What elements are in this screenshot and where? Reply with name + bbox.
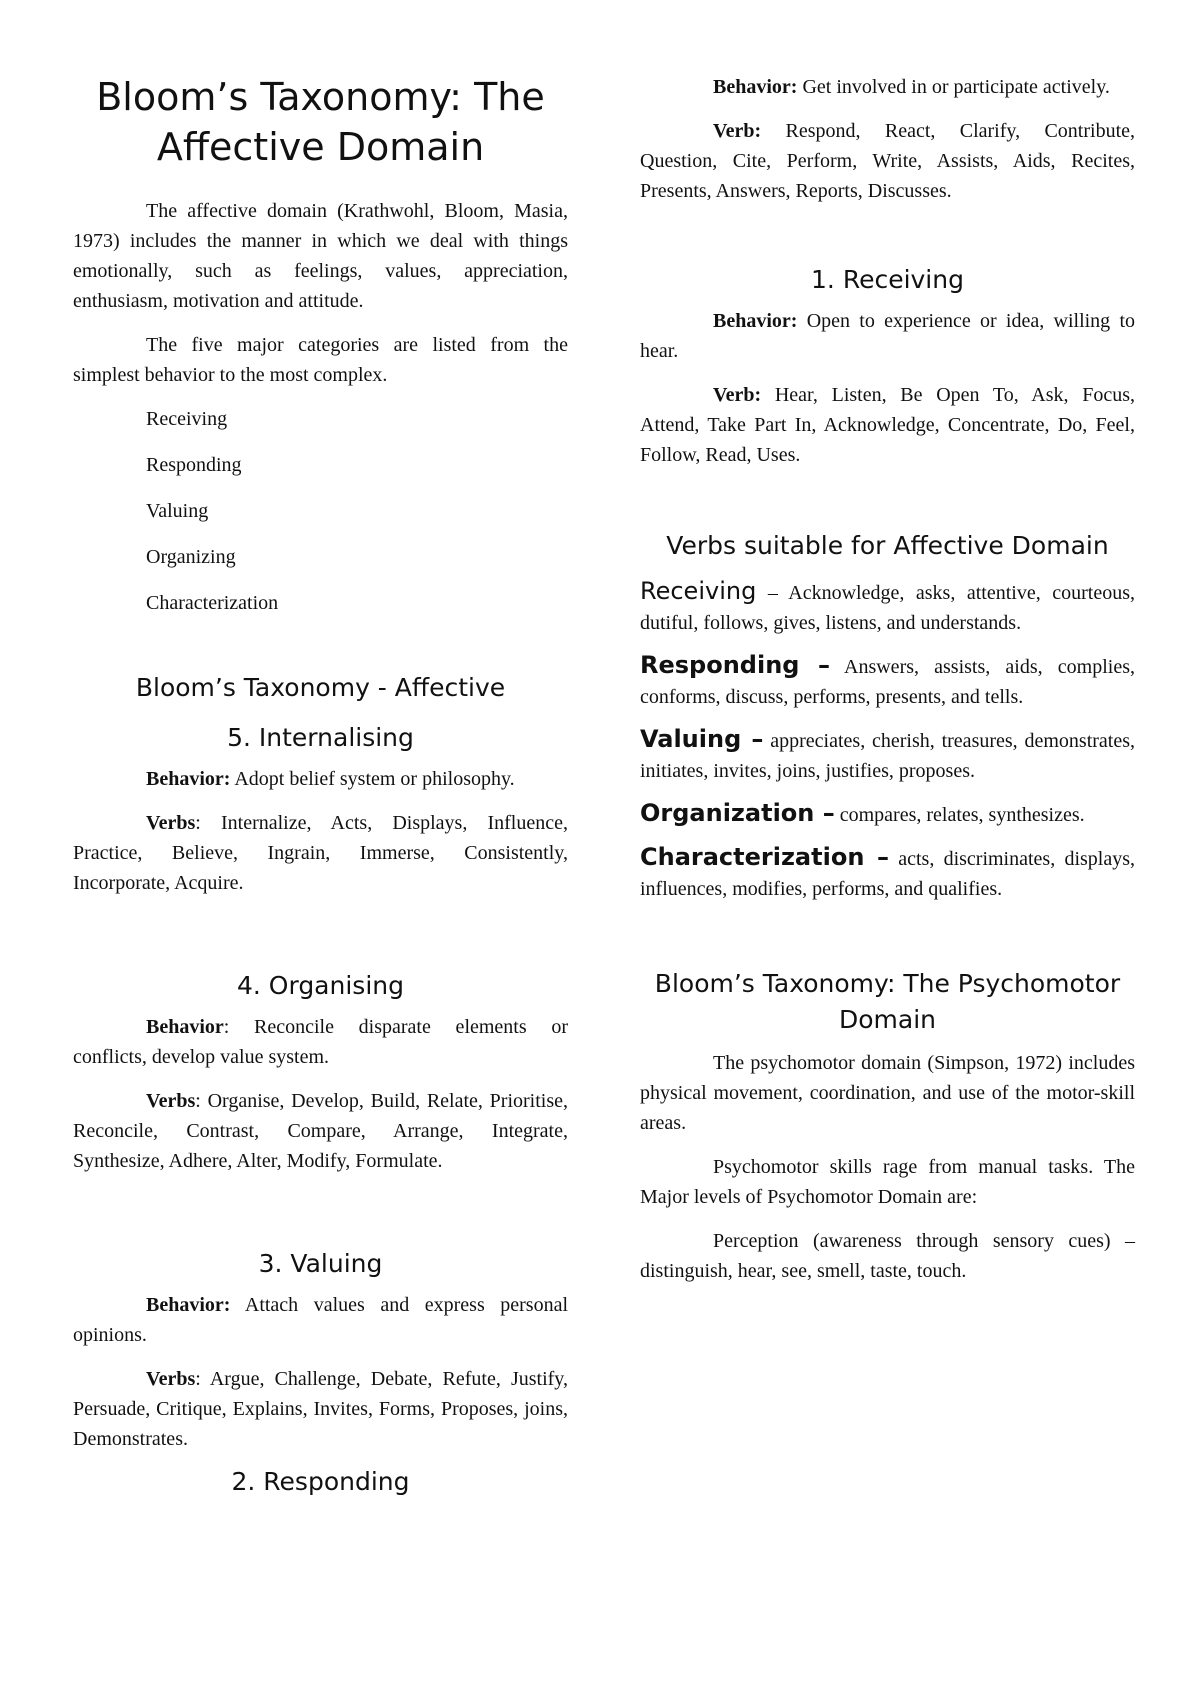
document-title: Bloom’s Taxonomy: The Affective Domain xyxy=(96,75,545,169)
section-heading-psychomotor: Bloom’s Taxonomy: The Psychomotor Domain xyxy=(654,969,1121,1034)
verbs-paragraph xyxy=(73,808,568,898)
section-heading-internalising: 5. Internalising xyxy=(227,723,414,752)
category-item: Valuing xyxy=(146,500,209,522)
verb-list-text: compares, relates, synthesizes. xyxy=(839,804,1085,826)
verbs-label: Verbs xyxy=(146,812,196,834)
verb-list-item xyxy=(640,724,1135,786)
verb-label: Verb: xyxy=(713,120,762,142)
behavior-label: Behavior: xyxy=(713,310,798,332)
behavior-paragraph xyxy=(73,1290,568,1350)
verbs-text: : Argue, Challenge, Debate, Refute, Justify, Persuade, Critique, Explains, Invites, Forms, Proposes, joins, Demonstrates. xyxy=(73,1368,568,1450)
verbs-paragraph xyxy=(73,1364,568,1454)
behavior-paragraph xyxy=(73,764,568,794)
behavior-text: Get involved in or participate actively. xyxy=(802,76,1110,98)
verb-list-item xyxy=(640,842,1135,904)
right-column xyxy=(640,0,1135,1286)
verbs-paragraph xyxy=(73,1086,568,1176)
verbs-text: : Internalize, Acts, Displays, Influence, Practice, Believe, Ingrain, Immerse, Consistently, Incorporate, Acquire. xyxy=(73,812,568,894)
section-heading-responding: 2. Responding xyxy=(231,1467,410,1496)
section-heading-valuing: 3. Valuing xyxy=(258,1249,383,1278)
category-list xyxy=(73,404,568,618)
verb-list-term: Characterization – xyxy=(640,843,889,871)
verb-list-text: appreciates, cherish, treasures, demonstrates, initiates, invites, joins, justifies, proposes. xyxy=(640,730,1136,782)
psychomotor-paragraph: Perception (awareness through sensory cues) – distinguish, hear, see, smell, taste, touch. xyxy=(640,1230,1135,1282)
category-item: Characterization xyxy=(146,592,279,614)
verbs-label: Verbs xyxy=(146,1368,196,1390)
section-heading-receiving: 1. Receiving xyxy=(811,265,964,294)
section-heading-affective: Bloom’s Taxonomy - Affective xyxy=(135,673,506,702)
behavior-text: Open to experience or idea, willing to hear. xyxy=(640,310,1136,362)
verb-text: Hear, Listen, Be Open To, Ask, Focus, Attend, Take Part In, Acknowledge, Concentrate, Do, Feel, Follow, Read, Uses. xyxy=(640,384,1136,466)
behavior-text: Adopt belief system or philosophy. xyxy=(234,768,515,790)
section-heading-verbs-affective: Verbs suitable for Affective Domain xyxy=(666,531,1109,560)
behavior-paragraph xyxy=(73,1012,568,1072)
category-item: Organizing xyxy=(146,546,236,568)
verb-paragraph xyxy=(640,380,1135,470)
behavior-paragraph xyxy=(640,306,1135,366)
verb-list-term: Responding – xyxy=(640,651,830,679)
behavior-label: Behavior xyxy=(146,1016,224,1038)
verb-list-text: – Acknowledge, asks, attentive, courteous, dutiful, follows, gives, listens, and understands. xyxy=(640,582,1135,634)
verb-list-text: Answers, assists, aids, complies, conforms, discuss, performs, presents, and tells. xyxy=(640,656,1135,708)
verbs-text: : Organise, Develop, Build, Relate, Prioritise, Reconcile, Contrast, Compare, Arrange, Integrate, Synthesize, Adhere, Alter, Modify, Formulate. xyxy=(73,1090,568,1172)
verb-list-term: Valuing – xyxy=(640,725,764,753)
verbs-label: Verbs xyxy=(146,1090,196,1112)
verb-text: Respond, React, Clarify, Contribute, Question, Cite, Perform, Write, Assists, Aids, Recites, Presents, Answers, Reports, Discusses. xyxy=(640,120,1135,202)
behavior-text: Attach values and express personal opinions. xyxy=(73,1294,569,1346)
verb-list-text: acts, discriminates, displays, influences, modifies, performs, and qualifies. xyxy=(640,848,1135,900)
intro-paragraph: The affective domain (Krathwohl, Bloom, Masia, 1973) includes the manner in which we deal with things emotionally, such as feelings, values, appreciation, enthusiasm, motivation and attitude. xyxy=(73,200,568,312)
category-item: Responding xyxy=(146,454,242,476)
behavior-label: Behavior: xyxy=(146,768,231,790)
category-item: Receiving xyxy=(146,408,228,430)
psychomotor-paragraph: The psychomotor domain (Simpson, 1972) includes physical movement, coordination, and use of the motor-skill areas. xyxy=(640,1052,1135,1134)
left-column xyxy=(73,0,568,1500)
verb-list-item xyxy=(640,576,1135,638)
verb-label: Verb: xyxy=(713,384,762,406)
verb-list-item xyxy=(640,798,1135,830)
behavior-label: Behavior: xyxy=(713,76,798,98)
behavior-label: Behavior: xyxy=(146,1294,231,1316)
psychomotor-paragraph: Psychomotor skills rage from manual tasks. The Major levels of Psychomotor Domain are: xyxy=(640,1156,1135,1208)
verb-list-item xyxy=(640,650,1135,712)
section-heading-organising: 4. Organising xyxy=(237,971,404,1000)
verb-paragraph xyxy=(640,116,1135,206)
behavior-text: : Reconcile disparate elements or conflicts, develop value system. xyxy=(73,1016,568,1068)
behavior-paragraph xyxy=(640,72,1135,102)
verb-list-term: Receiving xyxy=(640,577,757,605)
verb-list-term: Organization – xyxy=(640,799,835,827)
intro-paragraph: The five major categories are listed from the simplest behavior to the most complex. xyxy=(73,334,568,386)
